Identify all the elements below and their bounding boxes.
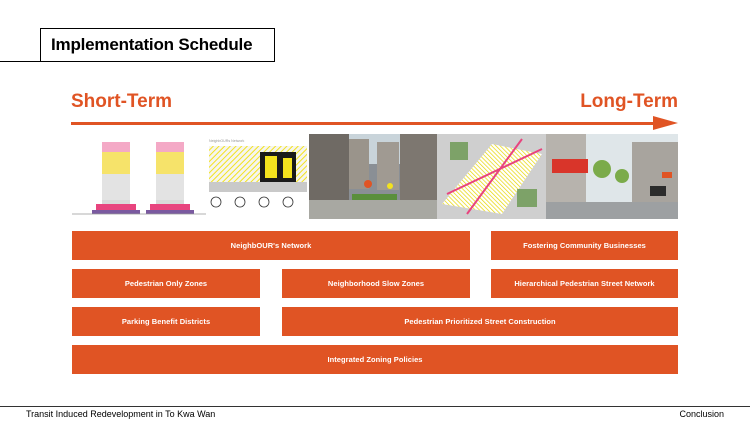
bar-hierarchical-pedestrian-network: Hierarchical Pedestrian Street Network — [491, 269, 678, 298]
footer-rule — [0, 406, 750, 407]
bar-pedestrian-prioritized-construction: Pedestrian Prioritized Street Construction — [282, 307, 678, 336]
bar-neighborhood-slow-zones: Neighborhood Slow Zones — [282, 269, 470, 298]
timeline-arrow-head-icon — [653, 116, 678, 130]
bar-pedestrian-only-zones: Pedestrian Only Zones — [72, 269, 260, 298]
street-photo-image — [309, 134, 437, 219]
building-section-image — [72, 134, 206, 219]
short-term-label: Short-Term — [71, 91, 172, 112]
aerial-plan-image — [437, 134, 546, 219]
bar-integrated-zoning-policies: Integrated Zoning Policies — [72, 345, 678, 374]
neighbours-network-image — [206, 134, 309, 219]
page-title: Implementation Schedule — [51, 35, 253, 54]
bar-neighbours-network: NeighbOUR's Network — [72, 231, 470, 260]
bar-fostering-community-businesses: Fostering Community Businesses — [491, 231, 678, 260]
footer-section-name: Conclusion — [679, 409, 724, 419]
title-rule — [0, 61, 40, 62]
footer-project-title: Transit Induced Redevelopment in To Kwa Wan — [26, 409, 216, 419]
bar-parking-benefit-districts: Parking Benefit Districts — [72, 307, 260, 336]
timeline-arrow-line — [71, 122, 657, 125]
title-box — [40, 28, 275, 62]
panel-caption: NeighbOURs Network — [209, 139, 245, 143]
long-term-label: Long-Term — [580, 91, 678, 112]
street-rendering-image — [546, 134, 678, 219]
image-strip — [72, 134, 678, 219]
